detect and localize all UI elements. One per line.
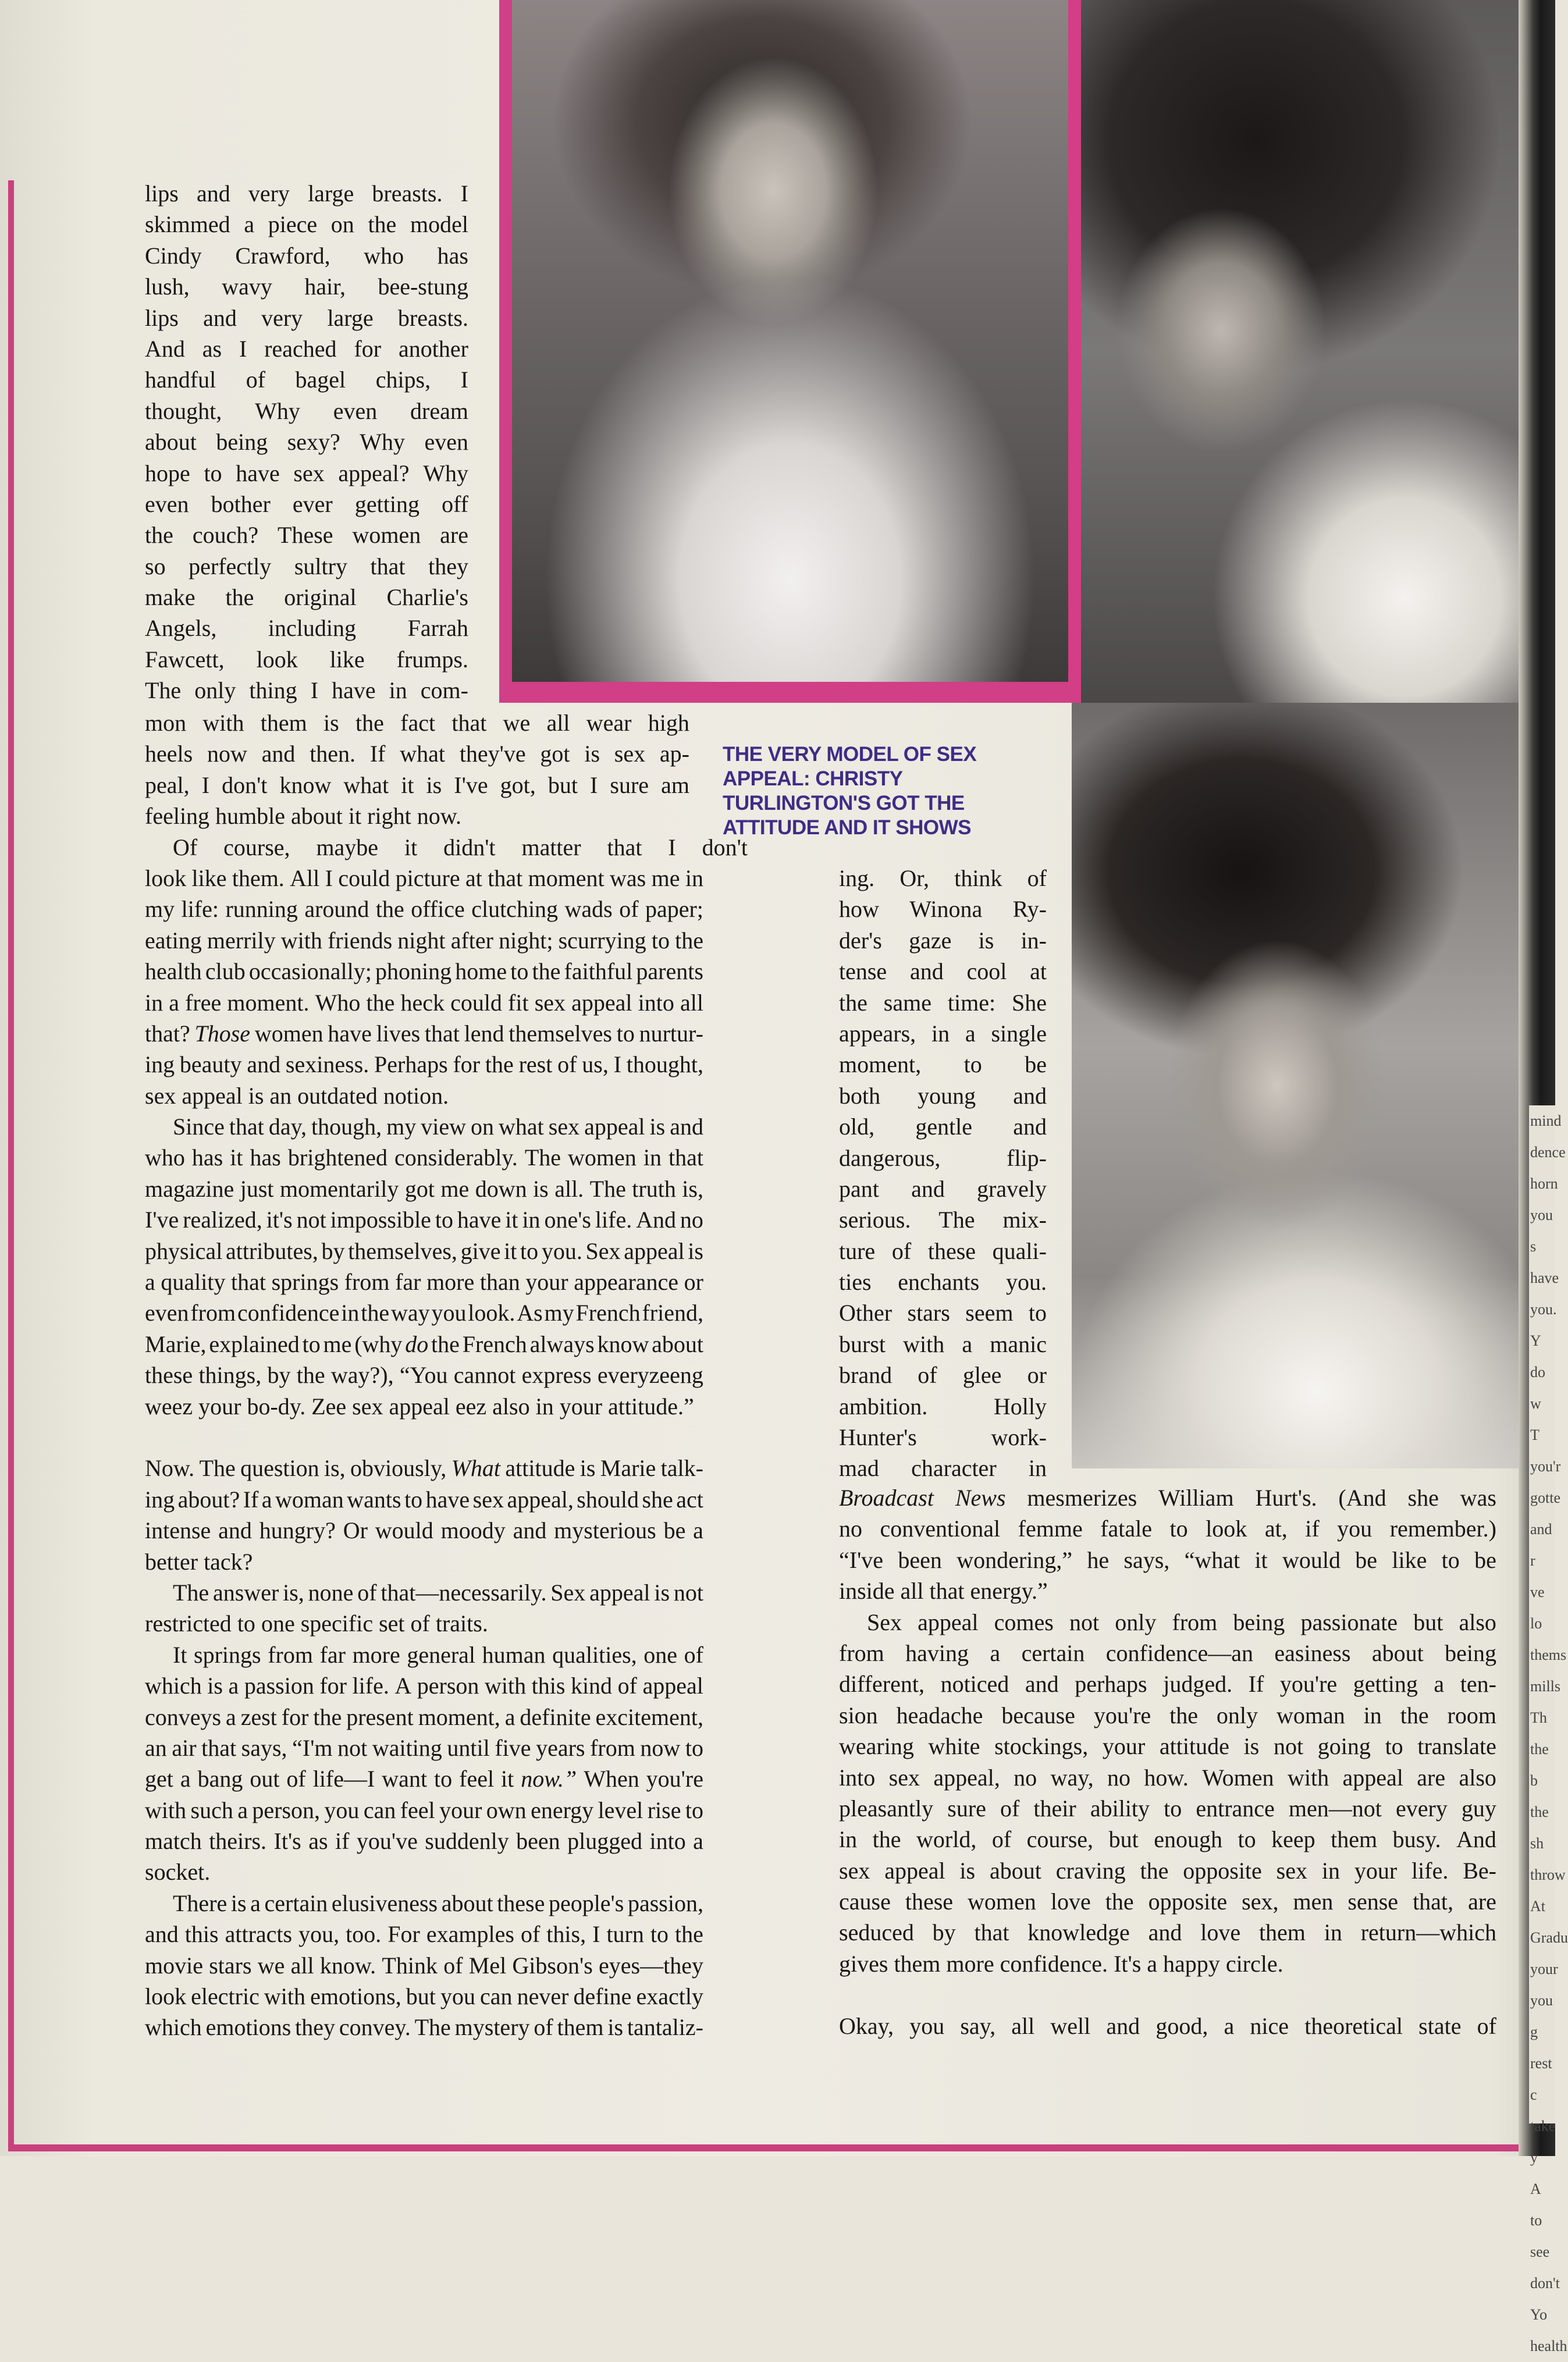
fragment: have [1530,1269,1559,1286]
fragment: Th [1530,1709,1547,1726]
fragment: ve lo [1530,1584,1545,1632]
text-line: Cindy Crawford, who has [145,242,468,269]
caption-line: TURLINGTON'S GOT THE [723,792,965,814]
text-line: the same time: She [839,989,1047,1016]
text-line: better tack? [145,1548,253,1575]
text-line: cause these women love the opposite sex, men sense that, are [839,1888,1496,1915]
fragment: Yo [1530,2306,1548,2323]
fragment: the b [1530,1741,1549,1789]
text-line: hope to have sex appeal? Why [145,460,468,486]
text-line: Fawcett, look like frumps. [145,646,468,673]
text-line: feeling humble about it right now. [145,803,461,830]
paragraph-gap [145,1422,703,1453]
text-line: inside all that energy.” [839,1578,1048,1605]
paragraph-gap [839,1979,1496,2010]
fragment: dence [1530,1144,1566,1161]
text-line: which emotions they convey. The mystery of them is tantaliz- [145,2014,703,2041]
text-line: even bother ever getting off [145,490,468,517]
fragment: Y [1530,1332,1541,1349]
text-line: in the world, of course, but enough to keep them busy. And [839,1826,1496,1853]
fragment: you'r [1530,1458,1561,1475]
text-line: And as I reached for another [145,335,468,362]
text-line: thought, Why even dream [145,397,468,424]
fragment: gotte [1530,1489,1560,1506]
text-line: serious. The mix- [839,1207,1047,1233]
text-line: into sex appeal, no way, no how. Women with appeal are also [839,1764,1496,1791]
text-line: mad character in [839,1455,1047,1482]
fragment: rest c [1530,2055,1552,2103]
text-line: Angels, including Farrah [145,615,468,642]
fragment: the sh [1530,1803,1549,1852]
text-line: about being sexy? Why even [145,429,468,456]
text-line: Hunter's work- [839,1424,1047,1451]
text-line: get a bang out of life—I want to feel it now.” When you're [145,1766,703,1792]
text-line: dangerous, flip- [839,1144,1047,1171]
fragment: do w [1530,1364,1545,1412]
text-line: sion headache because you're the only woman in the room [839,1702,1496,1728]
caption-line: ATTITUDE AND IT SHOWS [723,816,971,839]
text-line: eating merrily with friends night after night; scurrying to the [145,927,703,954]
text-line: It springs from far more general human qualities, one of [173,1641,703,1668]
text-line: Since that day, though, my view on what sex appeal is and [173,1114,703,1140]
fragment: you g [1530,1992,1553,2040]
text-line: make the original Charlie's [145,584,468,611]
text-line: that? Those women have lives that lend themselves to nurtur- [145,1020,703,1047]
body-column-a [145,178,468,706]
text-line: an air that says, “I'm not waiting until five years from now to [145,1734,703,1761]
fragment: mind [1530,1112,1562,1129]
photo-caption [723,742,1048,840]
photo-christy-hands-in-hair [1072,703,1519,1468]
text-line: look like them. All I could picture at that moment was me in [145,865,703,891]
text-line: The only thing I have in com- [145,677,468,704]
text-line: old, gentle and [839,1114,1047,1140]
fragment: and r [1530,1521,1552,1569]
text-line: the couch? These women are [145,522,468,549]
text-line: Marie, explained to me (why do the French always know about [145,1331,703,1357]
text-line: weez your bo-dy. Zee sex appeal eez also in your attitude.” [145,1393,694,1420]
fragment: T [1530,1427,1539,1443]
text-line: Other stars seem to [839,1300,1047,1326]
text-line: lush, wavy hair, bee-stung [145,273,468,300]
pink-bottom-stripe [8,2144,1521,2151]
text-line: match theirs. It's as if you've suddenly been plugged into a [145,1828,703,1855]
next-page-text-fragments [1530,1105,1568,2362]
text-line: ing about? If a woman wants to have sex appeal, should she act [145,1486,703,1513]
text-line: with such a person, you can feel your own energy level rise to [145,1797,703,1823]
photo-christy-laughing [512,0,1068,682]
photo-christy-over-shoulder [1081,0,1519,703]
text-line: look electric with emotions, but you can never define exactly [145,1983,703,2010]
text-line: lips and very large breasts. I [145,180,468,207]
text-line: brand of glee or [839,1362,1047,1389]
fragment: your [1530,1961,1558,1977]
text-line: ing. Or, think of [839,865,1047,891]
text-line: Broadcast News mesmerizes William Hurt's. (And she was [839,1485,1496,1511]
fragment: you. [1530,1301,1557,1318]
caption-line: APPEAL: CHRISTY [723,767,903,790]
text-line: no conventional femme fatale to look at, if you remember.) [839,1516,1496,1542]
text-line: from having a certain confidence—an easiness about being [839,1639,1496,1666]
text-line: gives them more confidence. It's a happy circle. [839,1950,1283,1977]
fragment: Gradu [1530,1929,1568,1946]
text-line: restricted to one specific set of traits. [145,1610,488,1637]
fragment: health [1530,2338,1567,2354]
text-line: seduced by that knowledge and love them in return—which [839,1919,1496,1946]
text-line: who has it has brightened considerably. The women in that [145,1144,703,1171]
fragment: thems [1530,1646,1567,1663]
text-line: burst with a manic [839,1331,1047,1357]
text-line: ambition. Holly [839,1393,1047,1420]
text-line: different, noticed and perhaps judged. If you're getting a ten- [839,1671,1496,1698]
text-line: ture of these quali- [839,1237,1047,1264]
text-line: magazine just momentarily got me down is all. The truth is, [145,1175,703,1202]
text-line: in a free moment. Who the heck could fit sex appeal into all [145,989,703,1016]
text-line: and this attracts you, too. For examples of this, I turn to the [145,1921,703,1948]
text-line: ing beauty and sexiness. Perhaps for the rest of us, I thought, [145,1051,703,1078]
text-line: Sex appeal comes not only from being passionate but also [867,1609,1496,1635]
text-line: moment, to be [839,1051,1047,1078]
fragment: A [1530,2180,1541,2197]
text-line: skimmed a piece on the model [145,211,468,238]
text-line: health club occasionally; phoning home to the faithful parents [145,958,703,985]
text-line: ties enchants you. [839,1269,1047,1296]
text-line: Now. The question is, obviously, What attitude is Marie talk- [145,1455,703,1482]
fragment: horn [1530,1175,1558,1192]
fragment: take y [1530,2118,1556,2166]
fragment: At [1530,1898,1545,1915]
text-line: sex appeal is an outdated notion. [145,1082,449,1109]
text-line: heels now and then. If what they've got is sex ap- [145,741,689,767]
text-line: Of course, maybe it didn't matter that I don't [173,834,748,860]
text-line: movie stars we all know. Think of Mel Gibson's eyes—they [145,1952,703,1979]
text-line: these things, by the way?), “You cannot express everyzeeng [145,1362,703,1389]
fragment: to see [1530,2212,1550,2260]
fragment: don't [1530,2275,1560,2292]
text-line: handful of bagel chips, I [145,367,468,393]
text-line: appears, in a single [839,1020,1047,1047]
caption-line: THE VERY MODEL OF SEX [723,743,977,766]
body-column-c [839,863,1047,1484]
text-line: pleasantly sure of their ability to entrance men—not every guy [839,1795,1496,1822]
body-column-d [839,1482,1496,2041]
text-line: so perfectly sultry that they [145,553,468,579]
fragment: mills [1530,1678,1561,1695]
text-line: Okay, you say, all well and good, a nice theoretical state of [839,2012,1496,2039]
text-line: der's gaze is in- [839,927,1047,954]
text-line: how Winona Ry- [839,896,1047,923]
text-line: sex appeal is about craving the opposite sex in your life. Be- [839,1857,1496,1884]
text-line: a quality that springs from far more than your appearance or [145,1269,703,1296]
text-line: lips and very large breasts. [145,304,468,331]
text-line: peal, I don't know what it is I've got, but I sure am [145,771,689,798]
text-line: both young and [839,1082,1047,1109]
text-line: There is a certain elusiveness about these people's passion, [173,1890,703,1916]
fragment: you s [1530,1207,1553,1255]
text-line: wearing white stockings, your attitude is not going to translate [839,1733,1496,1760]
pink-binding-stripe [8,180,14,2147]
text-line: conveys a zest for the present moment, a definite excitement, [145,1703,703,1730]
fragment: throw [1530,1866,1566,1883]
text-line: I've realized, it's not impossible to have it in one's life. And no [145,1207,703,1233]
text-line: intense and hungry? Or would moody and mysterious be a [145,1517,703,1544]
text-line: pant and gravely [839,1175,1047,1202]
text-line: which is a passion for life. A person with this kind of appeal [145,1673,703,1699]
text-line: my life: running around the office clutching wads of paper; [145,896,703,923]
text-line: tense and cool at [839,958,1047,985]
text-line: socket. [145,1859,211,1886]
text-line: mon with them is the fact that we all wear high [145,710,689,736]
text-line: The answer is, none of that—necessarily. Sex appeal is not [173,1579,703,1606]
text-line: physical attributes, by themselves, give it to you. Sex appeal is [145,1237,703,1264]
text-line: even from confidence in the way you look. As my French friend, [145,1300,703,1326]
text-line: “I've been wondering,” he says, “what it would be like to be [839,1546,1496,1573]
body-column-b [145,707,748,2043]
